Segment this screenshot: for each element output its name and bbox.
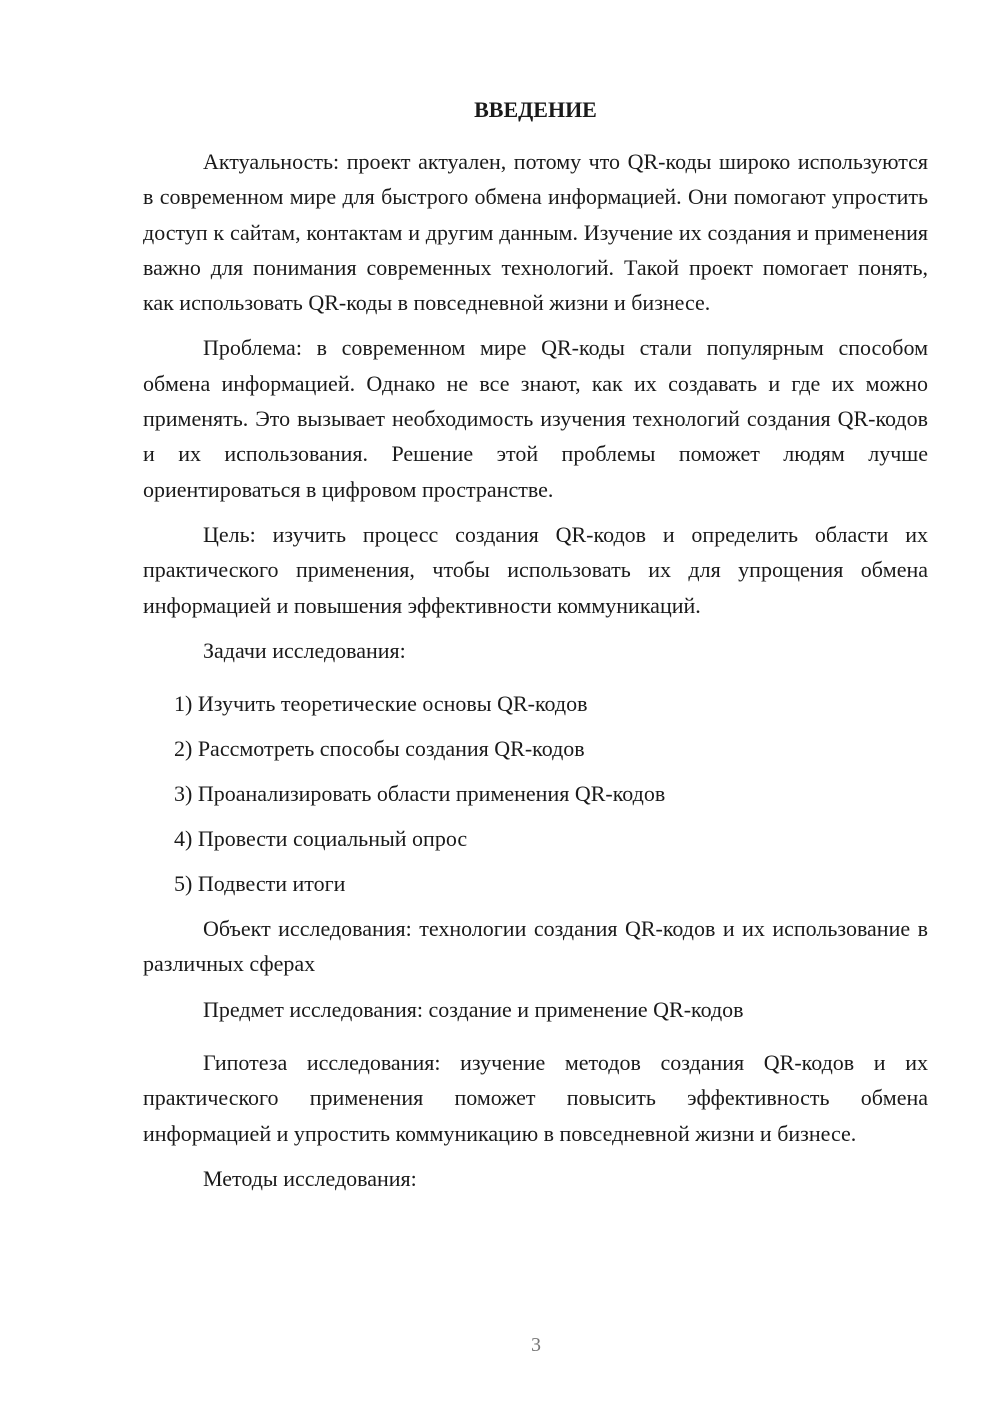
tasks-heading: Задачи исследования: (203, 637, 406, 663)
tasks-list (143, 686, 928, 901)
paragraph-hypothesis: Гипотеза исследования: изучение методов создания QR-кодов и их практического применения поможет повысить эффективность обмена информацией и упростить коммуникацию в повседневной жизни и бизнесе. (143, 1050, 928, 1146)
list-item: 2) Рассмотреть способы создания QR-кодов (174, 736, 585, 762)
paragraph-subject: Предмет исследования: создание и применение QR-кодов (203, 996, 744, 1022)
page-number: 3 (531, 1334, 541, 1356)
list-item: 1) Изучить теоретические основы QR-кодов (174, 691, 588, 717)
methods-heading: Методы исследования: (203, 1165, 417, 1191)
list-item: 5) Подвести итоги (174, 871, 346, 897)
list-item: 3) Проанализировать области применения QR-кодов (174, 781, 666, 807)
page-content (143, 94, 928, 1206)
paragraph-object: Объект исследования: технологии создания QR-кодов и их использование в различных сферах (143, 916, 928, 977)
paragraph-relevance: Актуальность: проект актуален, потому что QR-коды широко используются в современном мире для быстрого обмена информацией. Они помогают упростить доступ к сайтам, контактам и другим данным. Изучение их создания и применения важно для понимания современных технологий. Такой проект помогает понять, как использовать QR-коды в повседневной жизни и бизнесе. (143, 149, 928, 316)
list-item: 4) Провести социальный опрос (174, 826, 468, 852)
page-title: ВВЕДЕНИЕ (474, 97, 597, 122)
paragraph-goal: Цель: изучить процесс создания QR-кодов и определить области их практического применения, чтобы использовать их для упрощения обмена информацией и повышения эффективности коммуникаций. (143, 521, 928, 618)
paragraph-problem: Проблема: в современном мире QR-коды стали популярным способом обмена информацией. Однако не все знают, как их создавать и где их можно применять. Это вызывает необходимость изучения технологий создания QR-кодов и их использования. Решение этой проблемы поможет людям лучше ориентироваться в цифровом пространстве. (143, 335, 928, 502)
